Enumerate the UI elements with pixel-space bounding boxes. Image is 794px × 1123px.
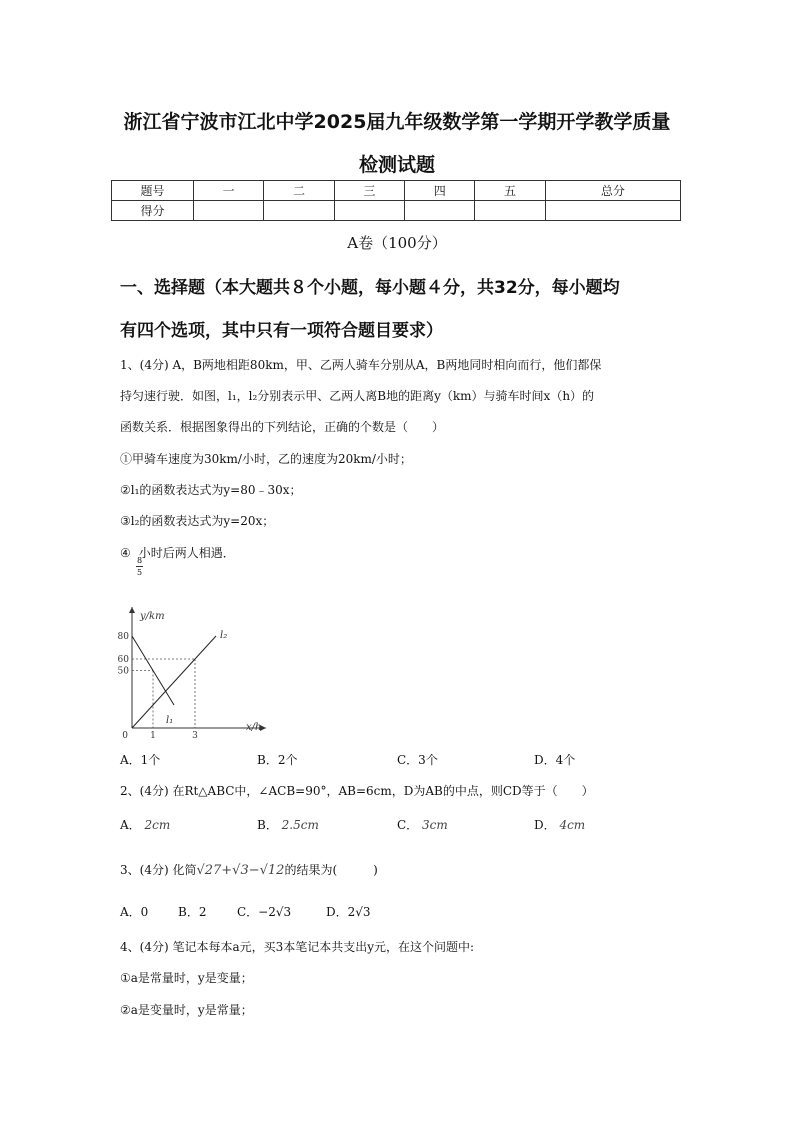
part1-heading-line1: 一、选择题（本大题共８个小题，每小题４分，共32分，每小题均 [120, 278, 620, 298]
score-input-cell [194, 201, 264, 221]
q3-option-d: D．2√3 [326, 905, 371, 919]
q2-option-d-label: D． [534, 818, 556, 832]
q2-option-a-value: 2cm [144, 818, 171, 832]
q1-stem-line3: 函数关系．根据图象得出的下列结论，正确的个数是（ ） [120, 420, 445, 434]
q1-stem-line1: 1、(4分) A，B两地相距80km，甲、乙两人骑车分别从A，B两地同时相向而行，他们都保 [120, 358, 602, 372]
score-value-row [112, 201, 681, 221]
y-tick-label: 50 [117, 666, 129, 677]
score-cell: 题号 [112, 181, 194, 201]
x-tick-label: 3 [192, 731, 198, 740]
score-table [111, 180, 681, 221]
score-cell: 得分 [112, 201, 194, 221]
q1-stem-line2: 持匀速行驶．如图，l₁，l₂分别表示甲、乙两人离B地的距离y（km）与骑车时间x（h）的 [120, 389, 595, 403]
q2-option-c-value: 3cm [422, 818, 448, 832]
q3-expression: √27+√3−√12 [196, 863, 285, 878]
q3-stem [120, 861, 378, 878]
q2-option-b-label: B． [257, 818, 278, 832]
q1-s4-frac-num: 8 [137, 556, 143, 565]
series-label-1: l₁ [166, 715, 174, 726]
score-input-cell [545, 201, 680, 221]
q1-s4-frac-den: 5 [137, 568, 143, 577]
q1-option-a: A．1个 [120, 753, 161, 767]
y-axis-label: y/km [140, 611, 165, 622]
q2-option-a-label: A． [120, 818, 141, 832]
score-header-row [112, 181, 681, 201]
q4-statement-1: ①a是常量时，y是变量； [120, 971, 253, 985]
series-label-2: l₂ [220, 630, 228, 641]
x-axis-label: x/h [246, 722, 262, 733]
q1-option-b: B．2个 [257, 753, 298, 767]
score-cell: 总分 [545, 181, 680, 201]
q2-option-d-value: 4cm [559, 818, 586, 832]
y-axis-arrow [129, 607, 135, 613]
q2-option-d [534, 816, 585, 833]
y-tick-label: 60 [117, 655, 129, 665]
score-input-cell [475, 201, 545, 221]
x-tick-label: 1 [150, 731, 156, 740]
q4-statement-2: ②a是变量时，y是常量； [120, 1003, 253, 1017]
q3-option-c: C．−2√3 [237, 905, 292, 919]
q1-s4-text: 小时后两人相遇． [138, 546, 235, 560]
score-cell: 二 [264, 181, 334, 201]
q2-option-b [257, 816, 319, 833]
y-tick-label: 80 [117, 632, 129, 642]
q1-statement-2: ②l₁的函数表达式为y=80﹣30x； [120, 483, 302, 497]
q2-option-c [397, 816, 448, 833]
q1-option-c: C．3个 [397, 753, 438, 767]
q3-prefix: 3、(4分) 化简 [120, 863, 197, 877]
score-cell: 五 [475, 181, 545, 201]
score-input-cell [405, 201, 475, 221]
score-input-cell [334, 201, 404, 221]
q1-statement-3: ③l₂的函数表达式为y=20x； [120, 514, 275, 528]
chart-plot [118, 607, 266, 740]
q1-s4-frac-bar [136, 566, 143, 567]
doc-title-line1: 浙江省宁波市江北中学2025届九年级数学第一学期开学教学质量 [123, 111, 671, 133]
q1-graph [112, 600, 272, 740]
q3-option-a: A．0 [120, 905, 149, 919]
score-cell: 三 [334, 181, 404, 201]
q4-stem: 4、(4分) 笔记本每本a元，买3本笔记本共支出y元，在这个问题中: [120, 940, 475, 954]
score-cell: 一 [194, 181, 264, 201]
q1-s4-marker: ④ [120, 546, 131, 560]
q2-stem: 2、(4分) 在Rt△ABC中，∠ACB=90°，AB=6cm，D为AB的中点，则CD等于（ ） [120, 784, 594, 798]
q3-suffix: 的结果为( ) [284, 863, 378, 877]
origin-label: 0 [122, 731, 128, 740]
q2-option-c-label: C． [397, 818, 419, 832]
series-line-2 [132, 636, 216, 728]
score-input-cell [264, 201, 334, 221]
q1-option-d: D．4个 [534, 753, 576, 767]
section-a-title: A卷（100分） [347, 234, 447, 252]
q2-option-b-value: 2.5cm [281, 818, 319, 832]
q2-option-a [120, 816, 170, 833]
q1-statement-1: ①甲骑车速度为30km/小时，乙的速度为20km/小时； [120, 452, 412, 466]
score-cell: 四 [405, 181, 475, 201]
part1-heading-line2: 有四个选项，其中只有一项符合题目要求） [120, 321, 443, 341]
q3-option-b: B．2 [178, 905, 207, 919]
doc-title-line2: 检测试题 [358, 154, 435, 176]
